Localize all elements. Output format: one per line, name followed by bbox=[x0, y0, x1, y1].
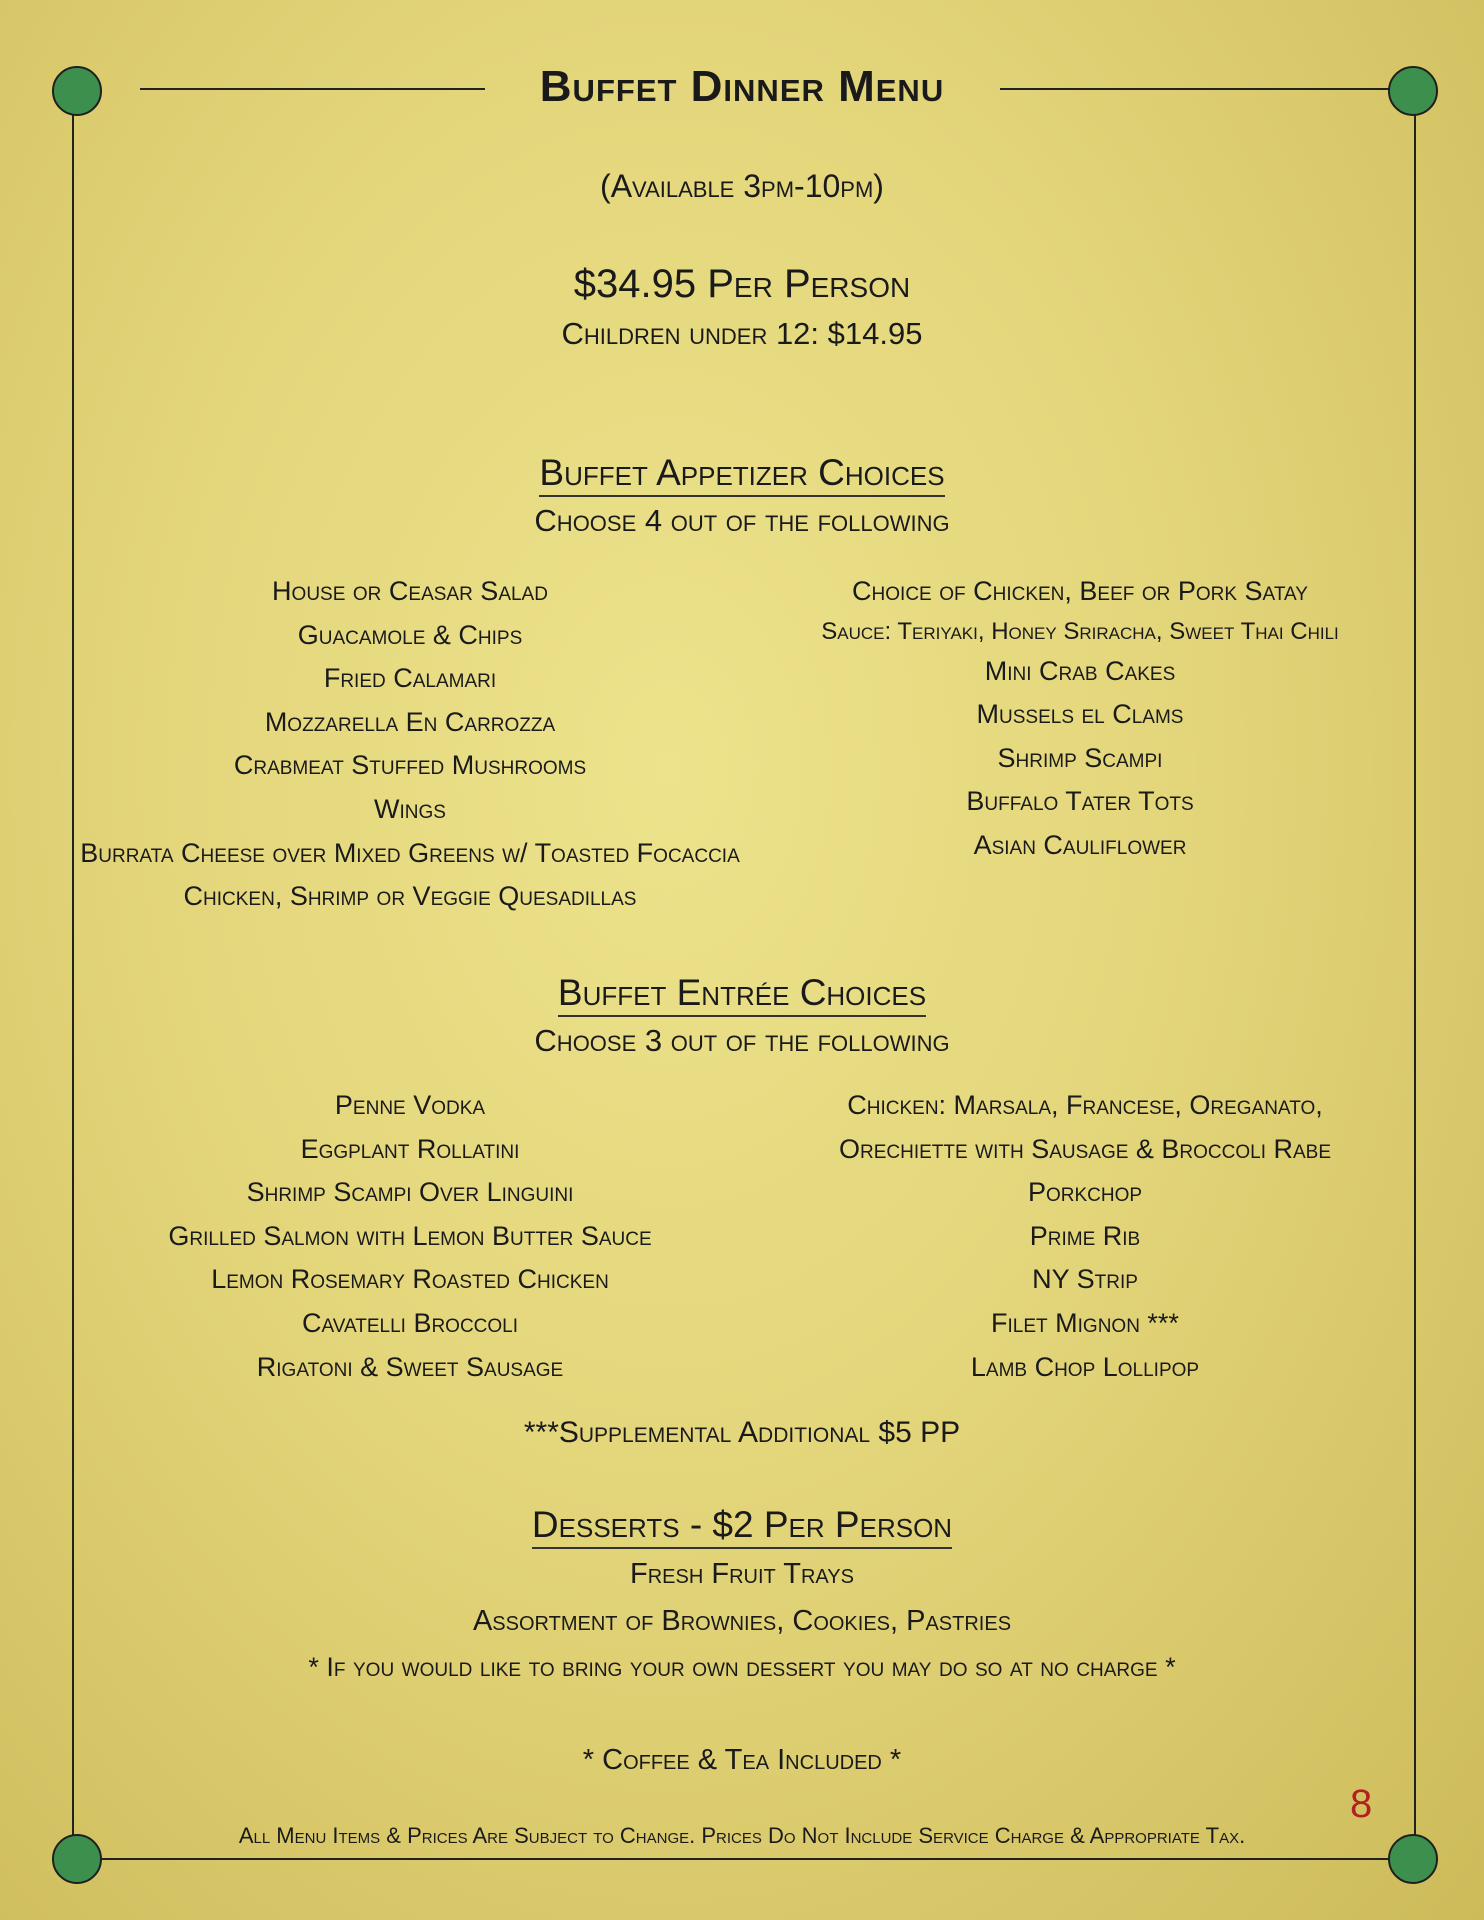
list-item: Mussels el Clams bbox=[976, 699, 1184, 730]
list-item: Shrimp Scampi bbox=[997, 742, 1163, 773]
list-item: Guacamole & Chips bbox=[297, 619, 523, 650]
list-item: Crabmeat Stuffed Mushrooms bbox=[233, 750, 587, 781]
list-item: Prime Rib bbox=[1029, 1220, 1141, 1251]
list-item: Fried Calamari bbox=[323, 663, 497, 694]
dessert-heading: Desserts - $2 Per Person bbox=[0, 1504, 1484, 1546]
appetizer-list-left bbox=[60, 570, 760, 919]
list-item: Mini Crab Cakes bbox=[984, 655, 1176, 686]
list-item: Chicken: Marsala, Francese, Oreganato, bbox=[847, 1090, 1323, 1120]
supplemental-note: ***Supplemental Additional $5 PP bbox=[523, 1416, 961, 1449]
list-item: Penne Vodka bbox=[334, 1090, 486, 1120]
list-item: Grilled Salmon with Lemon Butter Sauce bbox=[168, 1220, 652, 1251]
appetizer-heading: Buffet Appetizer Choices bbox=[0, 452, 1484, 494]
list-item: Orechiette with Sausage & Broccoli Rabe bbox=[838, 1133, 1332, 1164]
dessert-item: Fresh Fruit Trays bbox=[630, 1558, 854, 1590]
list-item: Porkchop bbox=[1027, 1177, 1143, 1208]
list-item: Cavatelli Broccoli bbox=[301, 1307, 519, 1338]
availability-note: (Available 3pm-10pm) bbox=[600, 168, 884, 204]
list-item: Lemon Rosemary Roasted Chicken bbox=[211, 1264, 609, 1295]
dessert-note: * If you would like to bring your own dessert you may do so at no charge * bbox=[308, 1652, 1176, 1682]
list-item: Rigatoni & Sweet Sausage bbox=[256, 1351, 564, 1382]
list-item: Choice of Chicken, Beef or Pork Satay bbox=[852, 576, 1308, 606]
page-number: 8 bbox=[1350, 1782, 1373, 1826]
list-item: Eggplant Rollatini bbox=[300, 1133, 520, 1164]
list-item: NY Strip bbox=[1032, 1264, 1138, 1295]
dessert-item: Assortment of Brownies, Cookies, Pastries bbox=[472, 1605, 1012, 1637]
list-item: Filet Mignon *** bbox=[991, 1307, 1179, 1338]
appetizer-list-right bbox=[780, 570, 1380, 868]
list-item: Buffalo Tater Tots bbox=[966, 786, 1194, 817]
coffee-note: * Coffee & Tea Included * bbox=[582, 1744, 902, 1776]
list-item: Chicken, Shrimp or Veggie Quesadillas bbox=[183, 881, 637, 912]
list-item: Asian Cauliflower bbox=[973, 829, 1187, 860]
list-item: Lamb Chop Lollipop bbox=[970, 1351, 1200, 1382]
menu-title: Buffet Dinner Menu bbox=[539, 62, 945, 111]
entree-list-right bbox=[780, 1084, 1390, 1389]
adult-price: $34.95 Per Person bbox=[573, 262, 911, 306]
appetizer-subheading: Choose 4 out of the following bbox=[534, 503, 950, 538]
list-item: House or Ceasar Salad bbox=[272, 576, 548, 606]
list-item: Shrimp Scampi Over Linguini bbox=[246, 1177, 574, 1208]
list-item: Mozzarella En Carrozza bbox=[264, 706, 556, 737]
list-item: Burrata Cheese over Mixed Greens w/ Toasted Focaccia bbox=[80, 837, 740, 868]
footer-disclaimer: All Menu Items & Prices Are Subject to Change. Prices Do Not Include Service Charge & Appropriate Tax. bbox=[238, 1823, 1246, 1848]
sauce-options: Sauce: Teriyaki, Honey Sriracha, Sweet Thai Chili bbox=[821, 617, 1339, 645]
entree-subheading: Choose 3 out of the following bbox=[534, 1023, 950, 1058]
list-item: Wings bbox=[374, 793, 446, 824]
children-price: Children under 12: $14.95 bbox=[561, 316, 923, 351]
entree-list-left bbox=[60, 1084, 760, 1389]
entree-heading: Buffet Entrée Choices bbox=[0, 972, 1484, 1014]
